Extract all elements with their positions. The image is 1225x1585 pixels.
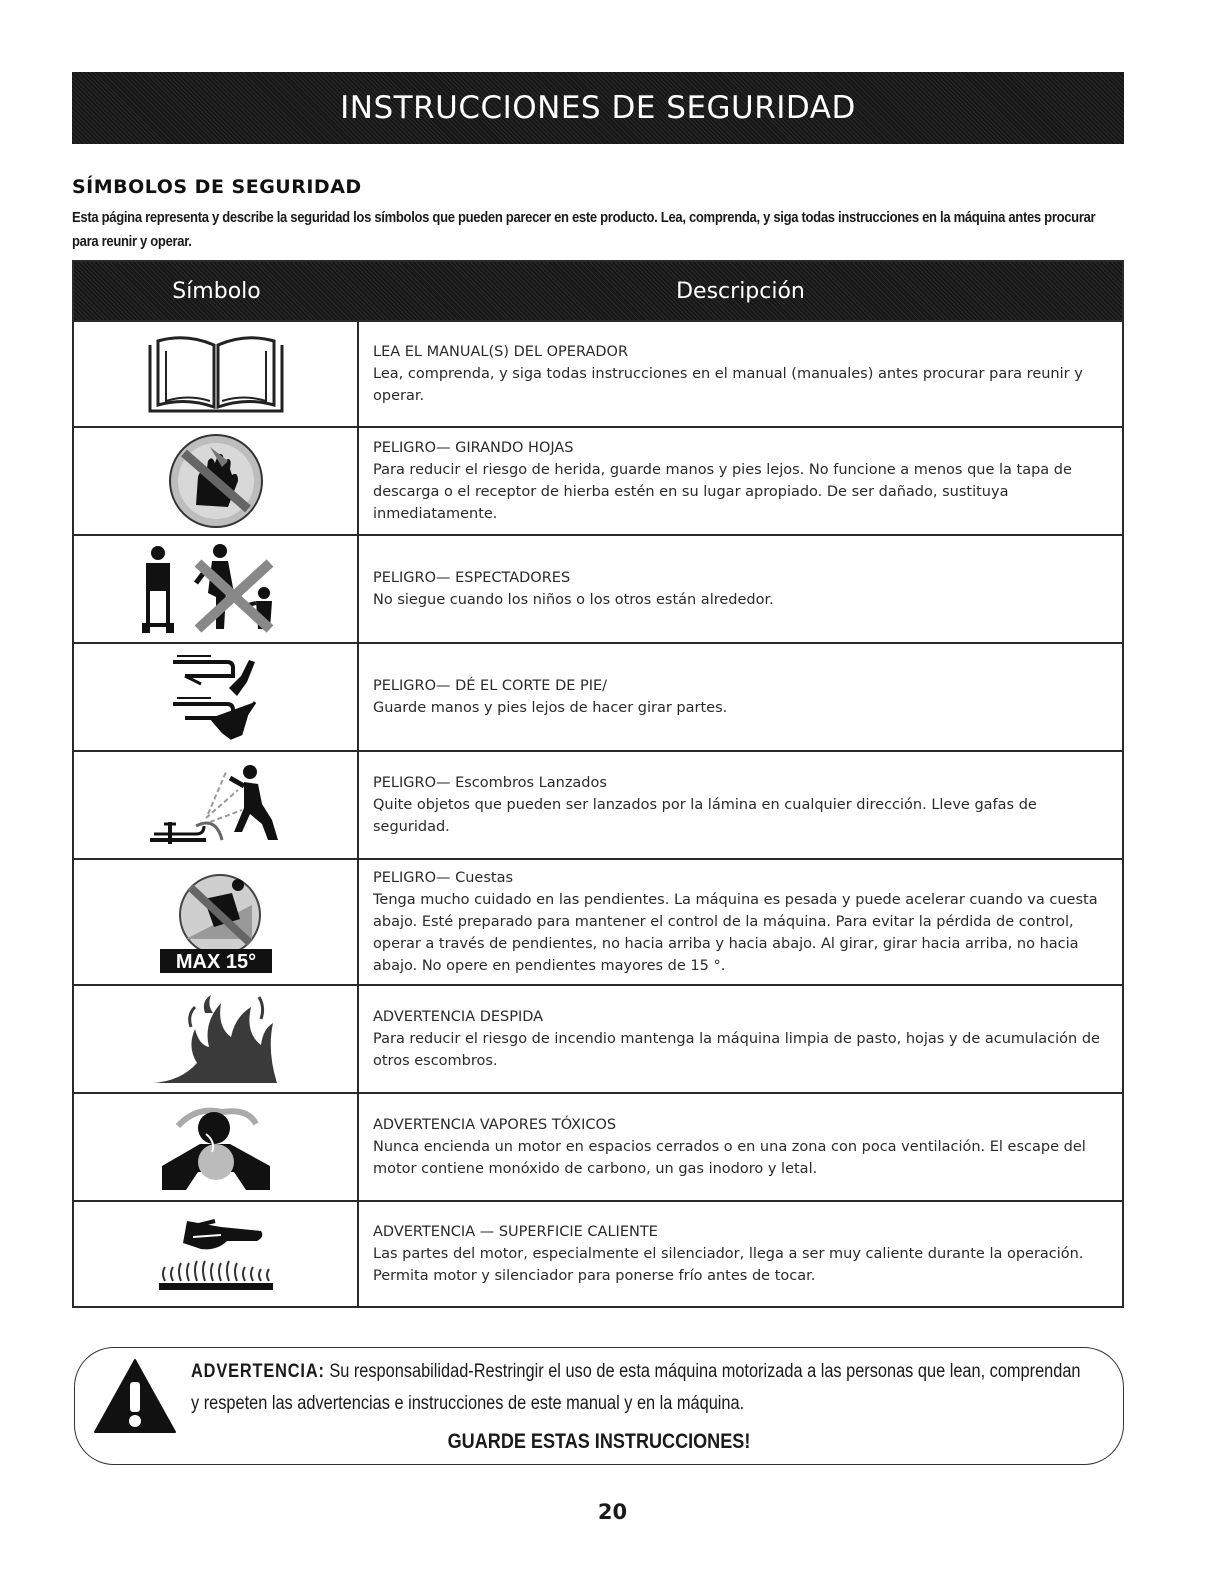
header-banner: [72, 72, 1124, 144]
save-instructions: [75, 1430, 1123, 1454]
row-text: Para reducir el riesgo de incendio mantenga la máquina limpia de pasto, hojas y de acumulación de otros escombros.: [373, 1031, 1100, 1069]
warning-text: [191, 1356, 1085, 1420]
section-intro: Esta página representa y describe la seguridad los símbolos que pueden parecer en este producto. Lea, comprenda, y siga todas instrucciones en la máquina antes procurar para reunir y operar.: [72, 210, 1096, 250]
section-title: SÍMBOLOS DE SEGURIDAD: [72, 176, 362, 198]
table-row: [74, 750, 1122, 858]
row-text: Tenga mucho cuidado en las pendientes. La máquina es pesada y puede acelerar cuando va cuesta abajo. Esté preparado para mantener el control de la máquina. Para evitar la pérdida de control, operar a través de pendientes, no hacia arriba y hacia abajo. Al girar, girar hacia arriba, no hacia abajo. No opere en pendientes mayores de 15 °.: [373, 892, 1098, 974]
row-title: ADVERTENCIA DESPIDA: [373, 1009, 544, 1025]
table-row: [74, 426, 1122, 534]
table-row: [74, 984, 1122, 1092]
warning-triangle-icon: [93, 1358, 177, 1434]
table-row: [74, 642, 1122, 750]
row-title: LEA EL MANUAL(S) DEL OPERADOR: [373, 344, 629, 360]
row-title: ADVERTENCIA — SUPERFICIE CALIENTE: [373, 1224, 658, 1240]
row-text: Para reducir el riesgo de herida, guarde manos y pies lejos. No funcione a menos que la tapa de descarga o el receptor de hierba estén en su lugar apropiado. De ser dañado, sustituya inmediatamente.: [373, 462, 1072, 522]
foot-cut-icon: [74, 644, 359, 750]
row-text: Las partes del motor, especialmente el silenciador, llega a ser muy caliente durante la operación. Permita motor y silenciador para ponerse frío antes de tocar.: [373, 1246, 1084, 1284]
hot-surface-icon: [74, 1202, 359, 1306]
rotating-blades-icon: [74, 428, 359, 534]
toxic-fumes-icon: [74, 1094, 359, 1200]
bystanders-icon: [74, 536, 359, 642]
header-description: Descripción: [676, 278, 805, 304]
operator-manual-icon: [74, 322, 359, 426]
safety-symbols-table: [72, 260, 1124, 1308]
row-text: Quite objetos que pueden ser lanzados por la lámina en cualquier dirección. Lleve gafas de seguridad.: [373, 797, 1037, 835]
table-row: [74, 320, 1122, 426]
warning-box: [74, 1347, 1124, 1465]
page-title: INSTRUCCIONES DE SEGURIDAD: [340, 90, 856, 126]
row-title: PELIGRO— DÉ EL CORTE DE PIE/: [373, 678, 608, 694]
page-number: 20: [597, 1500, 628, 1524]
table-row: [74, 858, 1122, 984]
row-text: Nunca encienda un motor en espacios cerrados o en una zona con poca ventilación. El escape del motor contiene monóxido de carbono, un gas inodoro y letal.: [373, 1139, 1086, 1177]
table-row: [74, 1092, 1122, 1200]
slope-icon-label: MAX 15°: [175, 951, 256, 973]
table-header: [74, 262, 1122, 320]
row-text: No siegue cuando los niños o los otros están alrededor.: [373, 592, 774, 608]
row-title: PELIGRO— ESPECTADORES: [373, 570, 571, 586]
thrown-objects-icon: [74, 752, 359, 858]
warning-label: ADVERTENCIA:: [191, 1361, 325, 1382]
row-text: Lea, comprenda, y siga todas instrucciones en el manual (manuales) antes procurar para reunir y operar.: [373, 366, 1083, 404]
slope-icon: [74, 860, 359, 984]
header-symbol: Símbolo: [172, 278, 261, 304]
row-title: PELIGRO— GIRANDO HOJAS: [373, 440, 574, 456]
row-text: Guarde manos y pies lejos de hacer girar partes.: [373, 700, 728, 716]
fire-icon: [74, 986, 359, 1092]
row-title: PELIGRO— Escombros Lanzados: [373, 775, 607, 791]
row-title: ADVERTENCIA VAPORES TÓXICOS: [373, 1117, 617, 1133]
table-row: [74, 1200, 1122, 1306]
warning-body: Su responsabilidad-Restringir el uso de esta máquina motorizada a las personas que lean, comprendan y respeten las advertencias e instrucciones de este manual y en la máquina.: [191, 1361, 1081, 1414]
save-instructions-text: GUARDE ESTAS INSTRUCCIONES!: [447, 1430, 751, 1453]
table-row: [74, 534, 1122, 642]
row-title: PELIGRO— Cuestas: [373, 870, 514, 886]
